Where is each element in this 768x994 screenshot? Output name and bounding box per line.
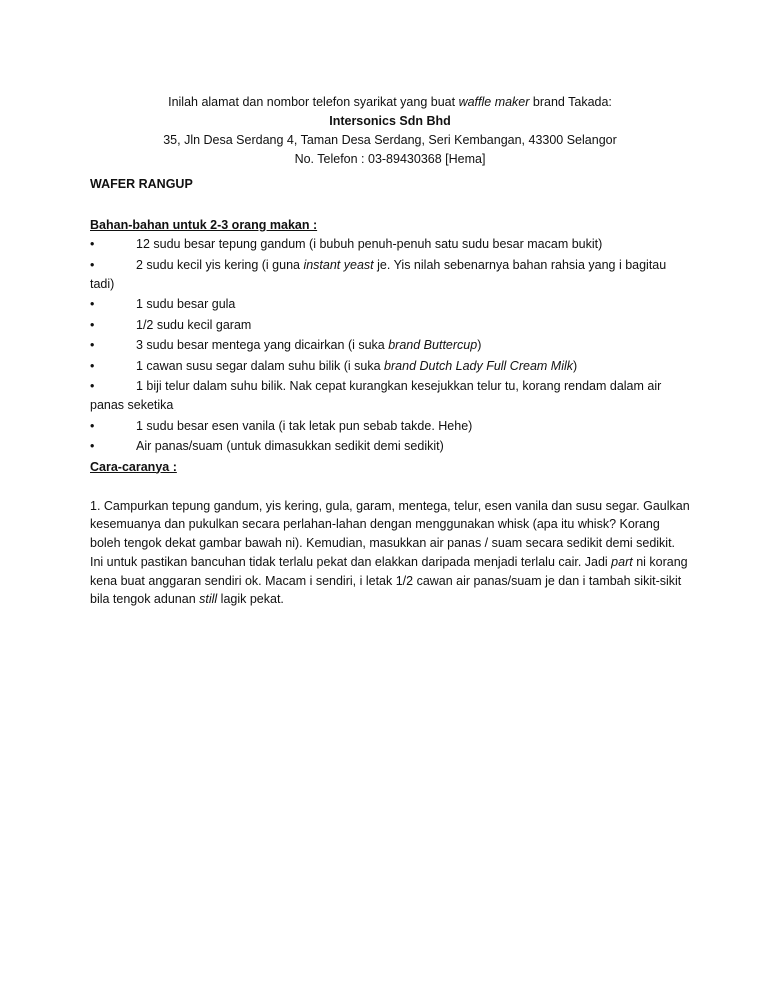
- ingredients-heading: Bahan-bahan untuk 2-3 orang makan :: [90, 218, 318, 232]
- method-paragraph: 1. Campurkan tepung gandum, yis kering, gula, garam, mentega, telur, esen vanila dan susu segar. Gaulkan kesemuanya dan pukulkan secara perlahan-lahan dengan menggunakan whisk (apa itu whisk? Korang boleh tengok dekat gambar bawah ni). Kemudian, masukkan air panas / suam secara sedikit demi sedikit. Ini untuk pastikan bancuhan tidak terlalu pekat dan elakkan daripada menjadi terlalu cair. Jadi part ni korang kena buat anggaran sendiri ok. Macam i sendiri, i letak 1/2 cawan air panas/suam je dan i tambah sikit-sikit bila tengok adunan still lagik pekat.: [90, 498, 690, 607]
- method-heading: Cara-caranya :: [90, 459, 177, 474]
- ingredient-emphasis: instant yeast: [303, 257, 374, 272]
- bullet-icon: •: [90, 297, 95, 311]
- intro-line: [90, 93, 690, 112]
- bullet-icon: •: [90, 439, 95, 453]
- bullet-icon: •: [90, 257, 95, 272]
- bullet-icon: •: [90, 237, 95, 251]
- intro-emphasis: waffle maker: [458, 95, 530, 109]
- bullet-icon: •: [90, 338, 95, 352]
- ingredient-item: • 12 sudu besar tepung gandum (i bubuh penuh-penuh satu sudu besar macam bukit): [90, 235, 690, 254]
- method-emphasis-still: still: [199, 592, 218, 607]
- ingredient-item: • 2 sudu kecil yis kering (i guna instant yeast je. Yis nilah sebenarnya bahan rahsia yang i bagitau tadi): [90, 257, 667, 291]
- bullet-icon: •: [90, 418, 95, 433]
- ingredient-item: • 1 sudu besar esen vanila (i tak letak pun sebab takde. Hehe): [90, 417, 690, 436]
- intro-text-end: brand Takada:: [529, 95, 612, 109]
- company-name: Intersonics Sdn Bhd: [329, 114, 451, 128]
- ingredient-emphasis: brand Dutch Lady Full Cream Milk: [384, 358, 574, 373]
- ingredient-item: • Air panas/suam (untuk dimasukkan sedikit demi sedikit): [90, 437, 690, 456]
- company-address: 35, Jln Desa Serdang 4, Taman Desa Serdang, Seri Kembangan, 43300 Selangor: [163, 133, 617, 147]
- document-body: [90, 93, 690, 609]
- ingredient-item: • 1 biji telur dalam suhu bilik. Nak cepat kurangkan kesejukkan telur tu, korang rendam dalam air panas seketika: [90, 379, 662, 412]
- bullet-icon: •: [90, 358, 95, 373]
- intro-text: Inilah alamat dan nombor telefon syarikat yang buat: [168, 95, 459, 109]
- ingredient-emphasis: brand Buttercup: [388, 338, 478, 352]
- ingredients-list: [90, 235, 690, 456]
- bullet-icon: •: [90, 317, 95, 332]
- bullet-icon: •: [90, 379, 95, 393]
- recipe-title: WAFER RANGUP: [90, 177, 193, 191]
- ingredient-item: • 1 sudu besar gula: [90, 295, 690, 314]
- method-emphasis-part: part: [611, 554, 633, 569]
- ingredient-item: • 3 sudu besar mentega yang dicairkan (i suka brand Buttercup): [90, 336, 690, 355]
- ingredient-item: • 1 cawan susu segar dalam suhu bilik (i suka brand Dutch Lady Full Cream Milk): [90, 357, 690, 376]
- company-phone: No. Telefon : 03-89430368 [Hema]: [294, 152, 486, 166]
- ingredient-item: • 1/2 sudu kecil garam: [90, 316, 690, 335]
